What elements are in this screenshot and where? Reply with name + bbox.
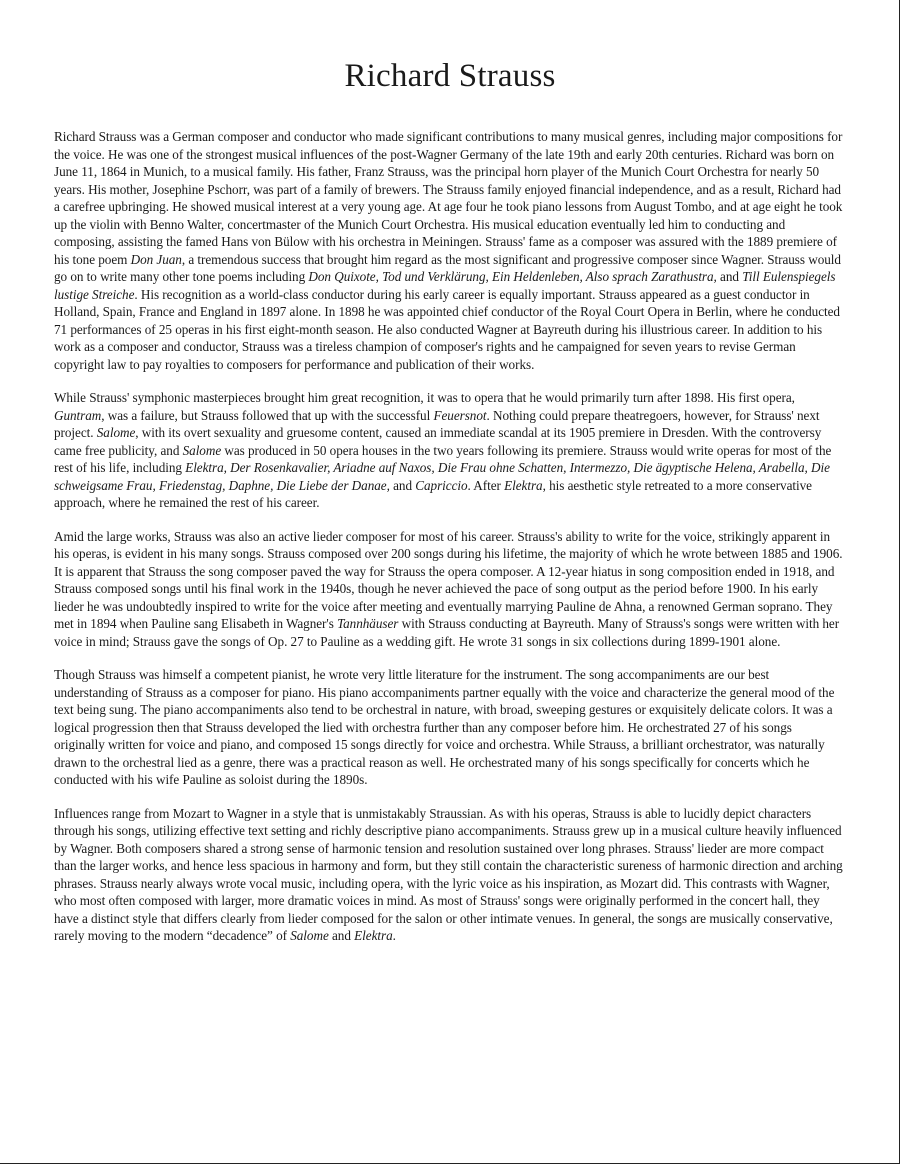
- text-run: While Strauss' symphonic masterpieces brought him great recognition, it was to opera that he would primarily turn after 1898. His first opera,: [54, 390, 795, 405]
- italic-title-run: Elektra: [504, 477, 543, 493]
- italic-title-run: Don Quixote, Tod und Verklärung, Ein Heldenleben, Also sprach Zarathustra,: [308, 269, 717, 284]
- italic-title-run: Elektra, Der Rosenkavalier, Ariadne auf Naxos, Die Frau ohne Schatten, Intermezzo, Die ägyptische Helena, Arabella, Die schweigsame Frau, Friedenstag, Daphne, Die Liebe der Danae,: [54, 460, 830, 493]
- italic-title-run: Till Eulenspiegels lustige Streiche: [54, 269, 836, 302]
- italic-title-run: Elektra: [354, 928, 393, 943]
- document-body: [54, 128, 844, 961]
- italic-title-run: Don Juan: [130, 251, 182, 267]
- italic-title-run: Salome: [96, 425, 136, 440]
- paragraph: [54, 389, 844, 512]
- text-run: and: [389, 477, 416, 493]
- paragraph: [54, 128, 844, 373]
- italic-title-run: Feuersnot: [433, 407, 487, 423]
- text-run: Amid the large works, Strauss was also an active lieder composer for most of his career. Strauss's ability to write for the voice, strikingly apparent in his operas, is evident in his many songs. Strauss composed over 200 songs during his lifetime, the majority of which he wrote between 1885 and 1906. It is apparent that Strauss the song composer paved the way for Strauss the opera composer. A 12-year hiatus in song composition ended in 1918, and Strauss composed songs until his final work in the 1940s, though he never achieved the pace of song output as the period before 1900. In his early lieder he was undoubtedly inspired to write for the voice after meeting and eventually marrying Pauline de Ahna, a renowned German soprano. They met in 1894 when Pauline sang Elisabeth in Wagner's: [54, 528, 843, 631]
- text-run: and: [716, 269, 743, 284]
- text-run: Richard Strauss was a German composer and conductor who made significant contributions to many musical genres, including major compositions for the voice. He was one of the strongest musical influences of the post-Wagner Germany of the late 19th and early 20th centuries. Richard was born on June 11, 1864 in Munich, to a musical family. His father, Franz Strauss, was the principal horn player of the Munich Court Orchestra for nearly 50 years. His mother, Josephine Pschorr, was part of a family of brewers. The Strauss family enjoyed financial independence, and as a result, Richard had a carefree upbringing. He showed musical interest at a very young age. At age four he took piano lessons from August Tombo, and at age eight he took up the violin with Benno Walter, concertmaster of the Munich Court Orchestra. His musical education eventually led him to conducting and composing, assisting the famed Hans von Bülow with his orchestra in Meiningen. Strauss' fame as a composer was assured with the 1889 premiere of his tone poem: [54, 129, 843, 267]
- text-run: Influences range from Mozart to Wagner in a style that is unmistakably Straussian. As with his operas, Strauss is able to lucidly depict characters through his songs, utilizing effective text setting and richly descriptive piano accompaniments. Strauss grew up in a musical culture heavily influenced by Wagner. Both composers shared a strong sense of harmonic tension and resolution sustained over long phrases. Strauss' lieder are more compact than the larger works, and hence less spacious in harmony and form, but they still contain the characteristic sureness of harmonic direction and arching phrases. Strauss nearly always wrote vocal music, including opera, with the lyric voice as his inspiration, as Mozart did. This contrasts with Wagner, who most often composed with larger, more dramatic voices in mind. As most of Strauss' songs were originally performed in the concert hall, they have a distinct style that differs clearly from lieder composed for the salon or other intimate venues. In general, the songs are musically conservative, rarely moving to the modern “decadence” of: [54, 805, 843, 943]
- text-run: and: [328, 928, 355, 943]
- text-run: , was a failure, but Strauss followed that up with the successful: [101, 407, 434, 423]
- text-run: . His recognition as a world-class conductor during his early career is equally important. Strauss appeared as a guest conductor in Holland, Spain, France and England in 1897 alone. In 1898 he was appointed chief conductor of the Royal Court Opera in Berlin, where he conducted 71 performances of 25 operas in his first eight-month season. He also conducted Wagner at Bayreuth during his illustrious career. In addition to his work as a composer and conductor, Strauss was a tireless champion of composer's rights and he campaigned for seven years to revise German copyright law to pay royalties to composers for performance and publication of their works.: [54, 286, 840, 372]
- italic-title-run: Capriccio: [415, 477, 468, 493]
- text-run: , with its overt sexuality and gruesome content, caused an immediate scandal at its 1905 premiere in Dresden. With the controversy came free publicity, and: [54, 425, 822, 458]
- italic-title-run: Guntram: [54, 407, 102, 423]
- italic-title-run: Salome: [290, 928, 329, 943]
- italic-title-run: Salome: [182, 442, 222, 458]
- paragraph: [54, 805, 844, 945]
- text-run: . After: [467, 477, 505, 493]
- paragraph: [54, 666, 844, 789]
- text-run: . Nothing could prepare theatregoers, however, for Strauss' next project.: [54, 407, 820, 440]
- page-title: Richard Strauss: [344, 58, 556, 94]
- paragraph: [54, 528, 844, 651]
- text-run: .: [392, 928, 396, 943]
- text-run: , his aesthetic style retreated to a more conservative approach, where he remained the rest of his career.: [54, 477, 812, 510]
- text-run: with Strauss conducting at Bayreuth. Many of Strauss's songs were written with her voice in mind; Strauss gave the songs of Op. 27 to Pauline as a wedding gift. He wrote 31 songs in six collections during 1899-1901 alone.: [54, 616, 840, 649]
- text-run: , a tremendous success that brought him regard as the most significant and progressive composer since Wagner. Strauss would go on to write many other tone poems including: [54, 251, 841, 284]
- text-run: Though Strauss was himself a competent pianist, he wrote very little literature for the instrument. The song accompaniments are our best understanding of Strauss as a composer for piano. His piano accompaniments partner equally with the voice and characterize the general mood of the text being sung. The piano accompaniments also tend to be orchestral in nature, with broad, sweeping gestures or exquisitely delicate colors. It was a logical progression then that Strauss developed the lied with orchestra further than any composer before him. He orchestrated 27 of his songs originally written for voice and piano, and composed 15 songs directly for voice and orchestra. While Strauss, a brilliant orchestrator, was naturally drawn to the orchestral lied as a genre, there was a practical reason as well. He orchestrated many of his songs specifically for concerts which he conducted with his wife Pauline as soloist during the 1890s.: [54, 667, 835, 787]
- italic-title-run: Tannhäuser: [337, 616, 399, 631]
- text-run: was produced in 50 opera houses in the two years following its premiere. Strauss would write operas for most of the rest of his life, including: [54, 442, 832, 475]
